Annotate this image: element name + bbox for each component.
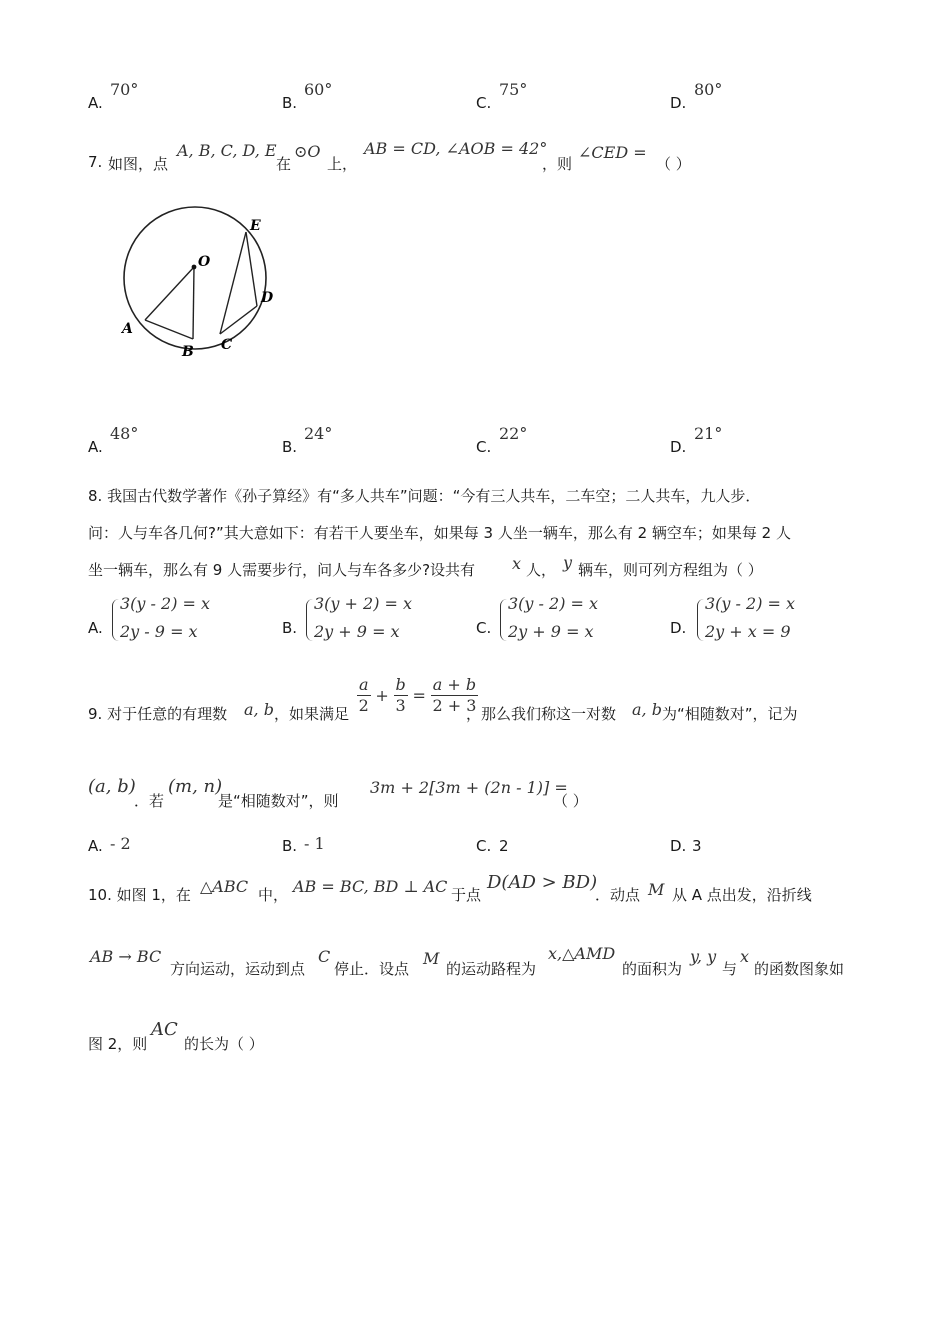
q7-text-3: 上， [327,155,358,173]
segment-ab [145,320,193,339]
q8-var-y: y [563,553,573,572]
q7-option-c-value: 22° [499,424,528,443]
q6-option-b-value: 60° [304,80,333,99]
q8-option-b-eq1: 3(y + 2) = x [314,594,413,613]
q6-option-d-letter: D. [670,94,687,112]
label-e: E [250,218,261,234]
q10-point-d: D(AD > BD) [487,872,598,893]
label-o: O [198,254,211,270]
q10-text-3: 于点 [451,886,482,904]
q9-ab-2: a, b [632,700,662,719]
q9-formula [357,675,478,716]
q8-var-x: x [512,554,522,573]
segment-ob [193,267,194,339]
q9-option-d-letter: D. [670,837,687,855]
q10-condition: AB = BC, BD ⊥ AC [293,877,448,896]
q7-points: A, B, C, D, E [177,141,277,160]
q9-frac-sum-den: 2 + 3 [432,696,477,715]
q6-option-d-value: 80° [694,80,723,99]
q9-equals: = [412,686,426,705]
q9-frac-b3 [394,675,408,716]
q8-line-3c: 辆车，则可列方程组为（ ） [578,561,763,579]
q10-m: M [648,880,665,899]
q8-line-1: 8. 我国古代数学著作《孙子算经》有“多人共车”问题：“今有三人共车，二车空；二人共车，九人步． [88,487,761,505]
q7-option-c-letter: C. [476,438,492,456]
q9-frac-a2-den: 2 [358,696,369,715]
q10-text-12: 图 2，则 [88,1035,148,1053]
q10-text-5: 从 A 点出发，沿折线 [672,886,812,904]
q8-option-a-eq1: 3(y - 2) = x [120,594,211,613]
q10-path: AB → BC [90,947,162,966]
q9-option-b-letter: B. [282,837,298,855]
label-c: C [221,337,233,353]
q9-ab: a, b [244,700,274,719]
q8-option-d-eq1: 3(y - 2) = x [705,594,796,613]
q6-option-a-letter: A. [88,94,103,112]
q7-option-d-letter: D. [670,438,687,456]
q9-pair-ab: (a, b) [88,776,136,797]
label-a: A [122,321,133,337]
q7-text-1: 如图，点 [108,155,169,173]
q9-expression: 3m + 2[3m + (2n - 1)] = [370,778,568,797]
q10-ac: AC [151,1019,178,1040]
circle-o [124,207,266,349]
q6-option-b-letter: B. [282,94,298,112]
q9-option-c-letter: C. [476,837,492,855]
q10-text-1: 10. 如图 1，在 [88,886,191,904]
q7-number: 7. [88,153,103,171]
q10-text-13: 的长为（ ） [184,1035,264,1053]
q10-m-2: M [423,949,440,968]
q9-pair-mn: (m, n) [168,776,223,797]
q10-y-y: y, y [690,947,717,966]
q10-text-2: 中， [258,886,289,904]
q9-text-5: ．若 [134,792,165,810]
q7-option-d-value: 21° [694,424,723,443]
q10-x: x [740,947,750,966]
q7-text-4: ，则 [542,155,573,173]
q10-text-9: 的面积为 [622,960,683,978]
q9-paren: （ ） [553,792,588,810]
q10-triangle: △ABC [200,877,249,896]
q10-text-11: 的函数图象如 [754,960,845,978]
q8-option-c-letter: C. [476,619,492,637]
q9-frac-sum-num: a + b [432,675,477,694]
center-point [192,265,197,270]
label-d: D [261,290,274,306]
q8-line-3a: 坐一辆车，那么有 9 人需要步行，问人与车各多少?设共有 [88,561,476,579]
q6-option-c-letter: C. [476,94,492,112]
q9-frac-b3-den: 3 [395,696,406,715]
q9-option-a-letter: A. [88,837,103,855]
q9-plus: + [375,686,389,705]
q10-text-7: 停止．设点 [334,960,410,978]
q8-option-c-eq2: 2y + 9 = x [508,622,594,641]
q10-text-8: 的运动路程为 [446,960,537,978]
q9-text-1: 9. 对于任意的有理数 [88,705,228,723]
q8-option-a-eq2: 2y - 9 = x [120,622,198,641]
q10-text-10: 与 [722,960,738,978]
q8-option-c-eq1: 3(y - 2) = x [508,594,599,613]
q9-option-b-value: - 1 [304,834,325,853]
q6-option-c-value: 75° [499,80,528,99]
q10-text-6: 方向运动，运动到点 [170,960,306,978]
q7-paren: （ ） [656,155,691,173]
q8-option-b-eq2: 2y + 9 = x [314,622,400,641]
q6-option-a-value: 70° [110,80,139,99]
q9-frac-b3-num: b [395,675,406,694]
q7-circle: ⊙O [294,142,321,161]
q9-frac-a2-num: a [359,675,369,694]
q8-option-b-letter: B. [282,619,298,637]
q9-option-d-value: 3 [692,837,702,855]
q10-x-amd: x,△AMD [548,944,616,963]
q9-text-4: 为“相随数对”，记为 [662,705,798,723]
q7-option-a-letter: A. [88,438,103,456]
q10-c: C [318,947,331,966]
q7-option-b-letter: B. [282,438,298,456]
q8-option-d-eq2: 2y + x = 9 [705,622,791,641]
segment-oa [145,267,194,320]
q9-text-6: 是“相随数对”，则 [218,792,339,810]
q9-frac-a2 [357,675,371,716]
q7-option-a-value: 48° [110,424,139,443]
label-b: B [182,344,194,360]
q7-text-2: 在 [276,155,292,173]
q9-text-2: ，如果满足 [274,705,350,723]
q10-text-4: ．动点 [595,886,641,904]
q8-option-d-letter: D. [670,619,687,637]
q9-text-3: ，那么我们称这一对数 [466,705,617,723]
q7-circle-figure [110,200,290,370]
segment-ce [220,232,246,334]
q8-option-a-letter: A. [88,619,103,637]
q7-condition: AB = CD, ∠AOB = 42° [364,139,548,158]
q9-option-c-value: 2 [499,837,509,855]
q8-line-2: 问：人与车各几何?”其大意如下：有若干人要坐车，如果每 3 人坐一辆车，那么有 2 辆空车；如果每 2 人 [88,524,791,542]
q9-option-a-value: - 2 [110,834,131,853]
q8-line-3b: 人， [526,561,557,579]
q7-option-b-value: 24° [304,424,333,443]
q7-ask: ∠CED = [578,143,647,162]
segment-ed [246,232,257,306]
